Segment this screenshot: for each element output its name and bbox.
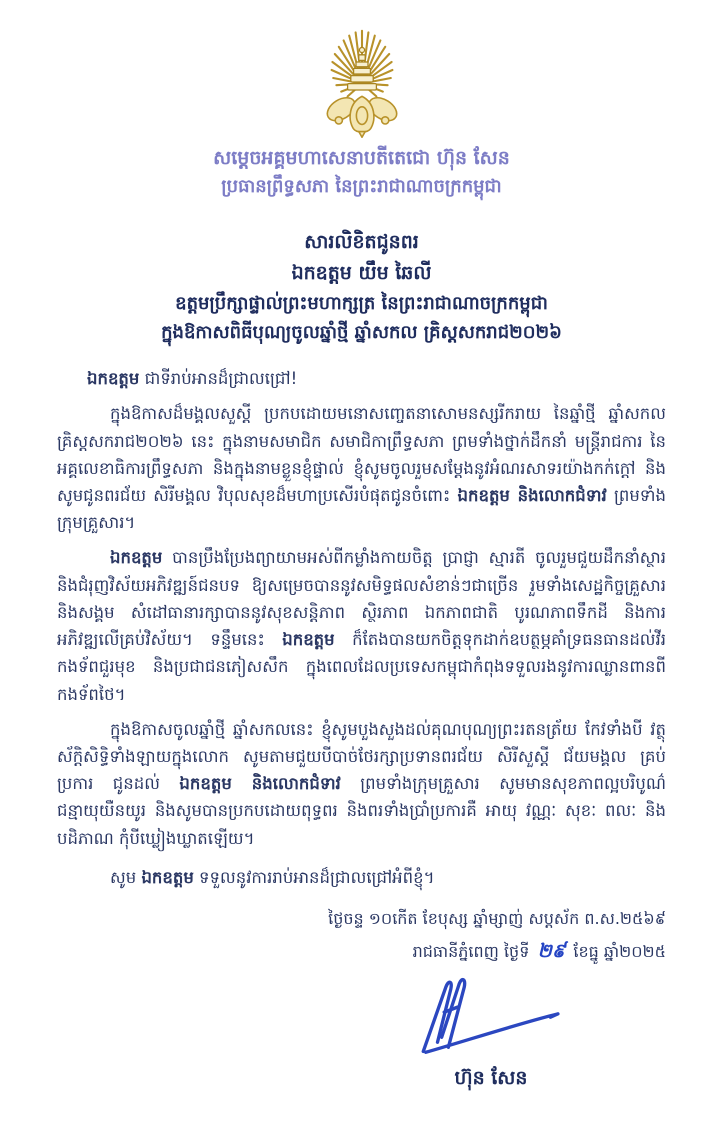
letterhead-title-line: សម្តេចអគ្គមហាសេនាបតីតេជោ ហ៊ុន សែន: [213, 147, 510, 169]
dateline: [57, 905, 666, 968]
occasion-line: ក្នុងឱកាសពិធីបុណ្យចូលឆ្នាំថ្មី ឆ្នាំសកល គ្រិស្តសករាជ២០២៦: [161, 322, 562, 344]
paragraph-1: ក្នុងឱកាសដ៏មង្គលសួស្តី ប្រកបដោយមនោសញ្ចេតនាសោមនស្សរីករាយ នៃឆ្នាំថ្មី ឆ្នាំសកល គ្រិស្តសករាជ២០២៦ នេះ ក្នុងនាមសមាជិក សមាជិកាព្រឹទ្ធសភា ព្រមទាំងថ្នាក់ដឹកនាំ មន្ត្រីរាជការ នៃអគ្គលេខាធិការព្រឹទ្ធសភា និងក្នុងនាមខ្លួនខ្ញុំផ្ទាល់ ខ្ញុំសូមចូលរួមសម្តែងនូវអំណរសាទរយ៉ាងកក់ក្តៅ និងសូមជូនពរជ័យ សិរីមង្គល វិបុលសុខដ៏មហាប្រសើរបំផុតជូនចំពោះ ឯកឧត្តម និងលោកជំទាវ ព្រមទាំងក្រុមគ្រួសារ។: [57, 404, 666, 533]
date-prefix: រាជធានីភ្នំពេញ ថ្ងៃទី: [412, 941, 530, 961]
royal-senate-emblem-icon: [314, 26, 410, 138]
letter-title-block: [57, 227, 666, 347]
recipient-name: ឯកឧត្តម យឹម ឆៃលី: [291, 262, 432, 285]
emblem-container: [57, 26, 666, 138]
paragraph-2: ឯកឧត្តម បានប្រឹងប្រែងព្យាយាមអស់ពីកម្លាំងកាយចិត្ត ប្រាជ្ញា ស្មារតី ចូលរួមជួយដឹកនាំស្ថារ និងជំរុញវិស័យអភិវឌ្ឍន៍ជនបទ ឱ្យសម្រេចបាននូវសមិទ្ធផលសំខាន់ៗជាច្រើន រួមទាំងសេដ្ឋកិច្ចគ្រួសារ និងសង្គម សំដៅធានារក្សាបាននូវសុខសន្តិភាព ស្ថិរភាព ឯកភាពជាតិ បូរណភាពទឹកដី និងការអភិវឌ្ឍលើគ្រប់វិស័យ។ ទន្ទឹមនេះ ឯកឧត្តម ក៏តែងបានយកចិត្តទុកដាក់ឧបត្ថម្ភគាំទ្រធនធានដល់វីរកងទ័ពជួរមុខ និងប្រជាជនភៀសសឹក ក្នុងពេលដែលប្រទេសកម្ពុជាកំពុងទទួលរងនូវការឈ្លានពានពីកងទ័ពថៃ។: [57, 548, 666, 704]
recipient-position: ឧត្តមប្រឹក្សាផ្ទាល់ព្រះមហាក្សត្រ នៃព្រះរាជាណាចក្រកម្ពុជា: [175, 292, 548, 314]
letter-title: សារលិខិតជូនពរ: [304, 231, 419, 254]
letterhead: [57, 144, 666, 201]
handwritten-signature-icon: [386, 972, 586, 1064]
salutation: ឯកឧត្តម ជាទីរាប់អានដ៏ជ្រាលជ្រៅ!: [87, 369, 298, 389]
date-suffix: ខែធ្នូ ឆ្នាំ២០២៥: [573, 941, 666, 961]
letterhead-position-line: ប្រធានព្រឹទ្ធសភា នៃព្រះរាជាណាចក្រកម្ពុជា: [221, 176, 502, 198]
letter-body: [57, 365, 666, 891]
signature-block: [57, 972, 606, 1094]
signatory-name: ហ៊ុន សែន: [454, 1067, 528, 1090]
lunar-date-line: ថ្ងៃចន្ទ ១០កើត ខែបុស្ស ឆ្នាំម្សាញ់ សប្តស័ក ព.ស.២៥៦៩: [328, 909, 666, 929]
gregorian-date-line: [57, 934, 666, 968]
closing-line: សូម ឯកឧត្តម ទទួលនូវការរាប់អានដ៏ជ្រាលជ្រៅអំពីខ្ញុំ។: [110, 867, 435, 887]
paragraph-3: ក្នុងឱកាសចូលឆ្នាំថ្មី ឆ្នាំសកលនេះ ខ្ញុំសូមបួងសួងដល់គុណបុណ្យព្រះរតនត្រ័យ កែវទាំងបី វត្ថុស័ក្តិសិទ្ធិទាំងឡាយក្នុងលោក សូមតាមជួយបីបាច់ថែរក្សាប្រទានពរជ័យ សិរីសួស្តី ជ័យមង្គល គ្រប់ប្រការ ជូនដល់ ឯកឧត្តម និងលោកជំទាវ ព្រមទាំងក្រុមគ្រួសារ សូមមានសុខភាពល្អបរិបូណ៌ ជន្មាយុយឺនយូរ និងសូមបានប្រកបដោយពុទ្ធពរ និងពរទាំងប្រាំប្រការគឺ អាយុ វណ្ណៈ សុខៈ ពលៈ និងបដិភាណ កុំបីឃ្លៀងឃ្លាតឡើយ។: [57, 719, 667, 848]
handwritten-day-number: ២៩: [537, 939, 566, 962]
